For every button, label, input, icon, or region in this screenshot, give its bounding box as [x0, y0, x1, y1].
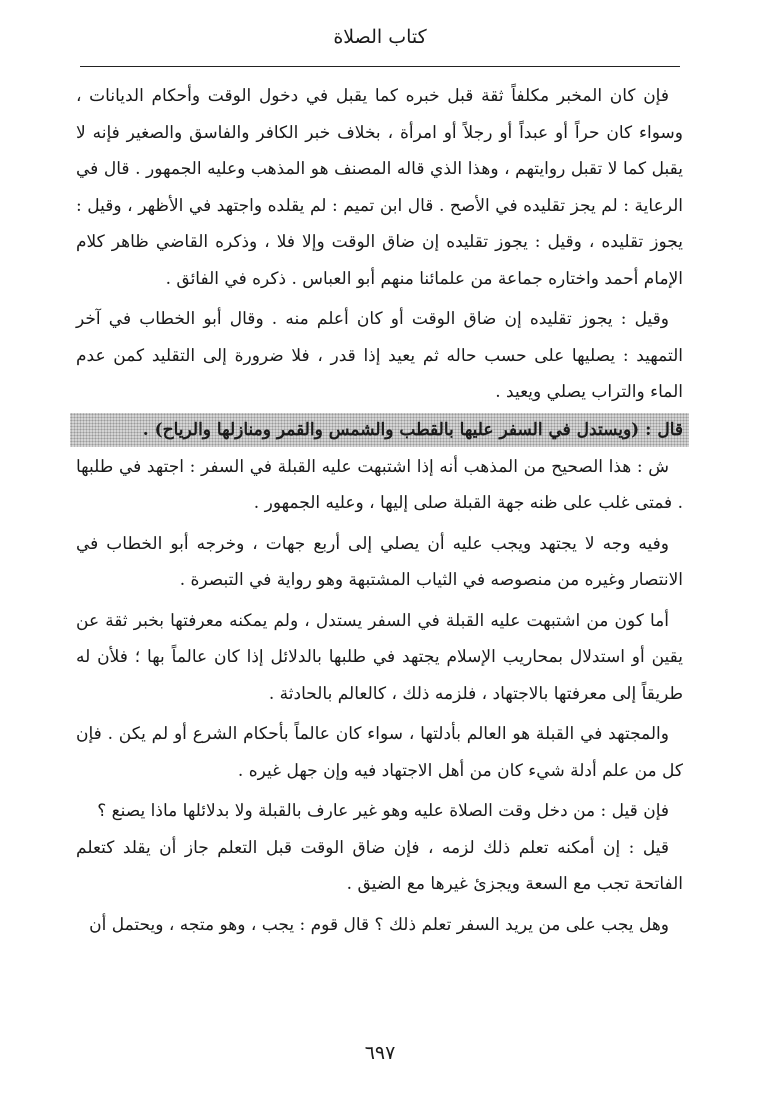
body-text [76, 78, 683, 943]
paragraph: وقيل : يجوز تقليده إن ضاق الوقت أو كان أعلم منه . وقال أبو الخطاب في آخر التمهيد : يصليها على حسب حاله ثم يعيد إذا قدر ، فلا ضرورة إلى التقليد كمن عدم الماء والتراب يصلي ويعيد . [76, 309, 683, 402]
header-rule [80, 66, 680, 67]
paragraph: فإن قيل : من دخل وقت الصلاة عليه وهو غير عارف بالقبلة ولا بدلائلها ماذا يصنع ؟ [97, 801, 669, 821]
paragraph: وهل يجب على من يريد السفر تعلم ذلك ؟ قال قوم : يجب ، وهو متجه ، ويحتمل أن [89, 914, 669, 935]
running-head: كتاب الصلاة [333, 26, 427, 48]
paragraph: فإن كان المخبر مكلفاً ثقة قبل خبره كما يقبل في دخول الوقت وأحكام الديانات ، وسواء كان حراً أو عبداً أو رجلاً أو امرأة ، بخلاف خبر الكافر والفاسق والصغير فإنه لا يقبل كما لا تقبل روايتهم ، وهذا الذي قاله المصنف هو المذهب وعليه الجمهور . قال في الرعاية : لم يجز تقليده في الأصح . قال ابن تميم : لم يقلده واجتهد في الأظهر ، وقيل : يجوز تقليده ، وقيل : يجوز تقليده إن ضاق الوقت وإلا فلا ، وذكره القاضي ظاهر كلام الإمام أحمد واختاره جماعة من علمائنا منهم أبو العباس . ذكره في الفائق . [76, 86, 683, 289]
paragraph: أما كون من اشتبهت عليه القبلة في السفر يستدل ، ولم يمكنه معرفتها بخبر ثقة عن يقين أو استدلال بمحاريب الإسلام يجتهد في طلبها بالدلائل إذا كان عالماً بها ؛ فلأن له طريقاً إلى معرفتها بالاجتهاد ، فلزمه ذلك ، كالعالم بالحادثة . [76, 610, 683, 704]
paragraph: وفيه وجه لا يجتهد ويجب عليه أن يصلي إلى أربع جهات ، وخرجه أبو الخطاب في الانتصار وغيره من منصوصه في الثياب المشتبهة وهو رواية في التبصرة . [76, 533, 683, 590]
paragraph: والمجتهد في القبلة هو العالم بأدلتها ، سواء كان عالماً بأحكام الشرع أو لم يكن . فإن كل من علم أدلة شيء كان من أهل الاجتهاد فيه وإن جهل غيره . [76, 724, 683, 781]
page-number: ٦٩٧ [364, 1042, 396, 1064]
paragraph: قيل : إن أمكنه تعلم ذلك لزمه ، فإن ضاق الوقت قبل التعلم جاز أن يقلد كتعلم الفاتحة تجب مع السعة ويجزئ غيرها مع الضيق . [76, 837, 683, 894]
highlighted-matn-line: قال : (ويستدل في السفر عليها بالقطب والشمس والقمر ومنازلها والرياح) . [70, 413, 689, 447]
paragraph: ش : هذا الصحيح من المذهب أنه إذا اشتبهت عليه القبلة في السفر : اجتهد في طلبها . فمتى غلب على ظنه جهة القبلة صلى إليها ، وعليه الجمهور . [76, 456, 683, 513]
